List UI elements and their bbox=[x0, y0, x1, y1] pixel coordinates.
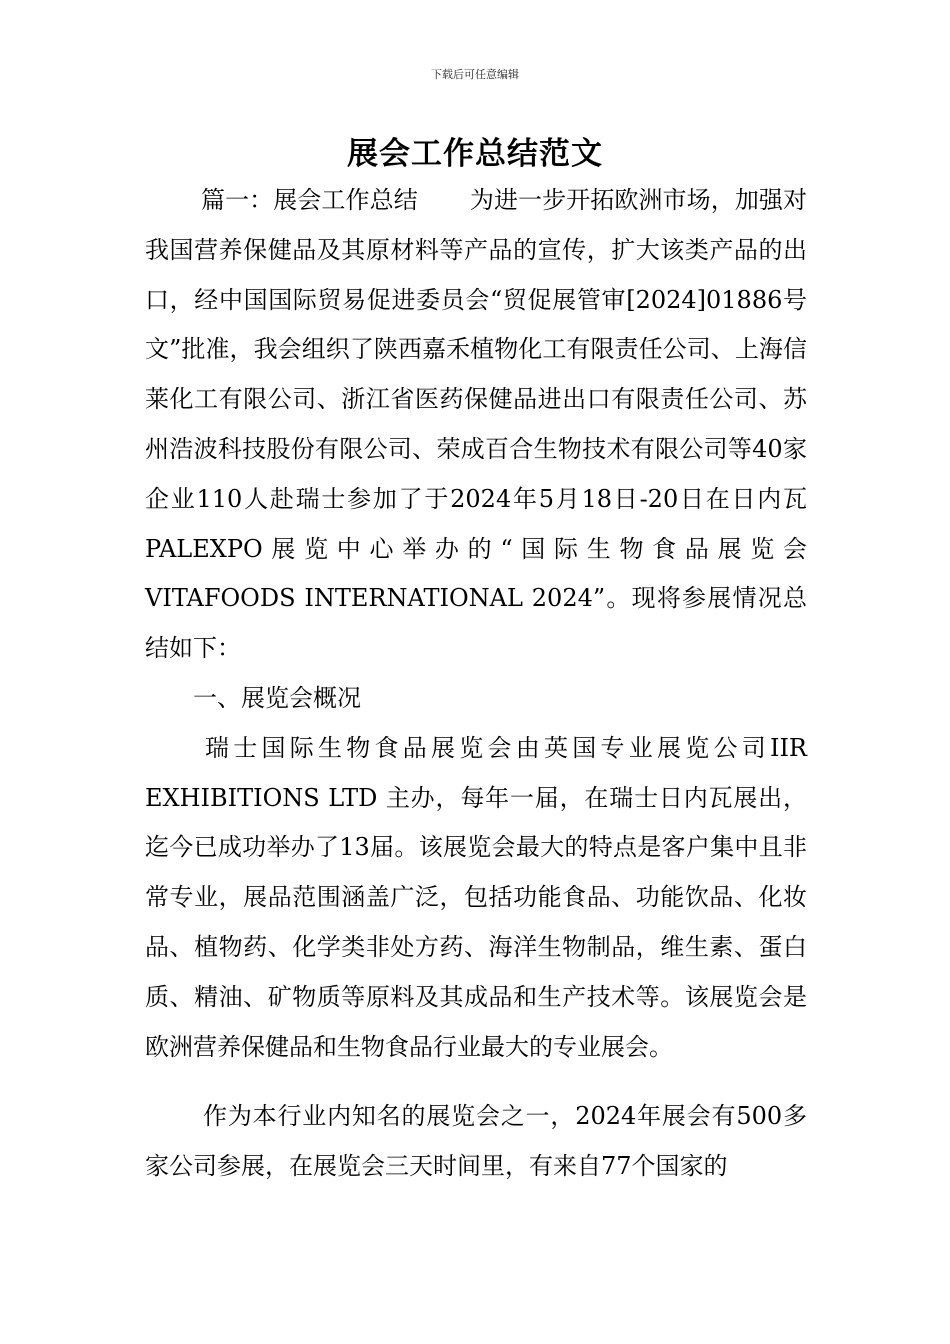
section-label: 篇一：展会工作总结 bbox=[201, 186, 418, 214]
paragraph-overview: 瑞士国际生物食品展览会由英国专业展览公司IIR EXHIBITIONS LTD 主办，每年一届，在瑞士日内瓦展出，迄今已成功举办了13届。该展览会最大的特点是客户集中且非常专业，展品范围涵盖广泛，包括功能食品、功能饮品、化妆品、植物药、化学类非处方药、海洋生物制品，维生素、蛋白质、精油、矿物质等原料及其成品和生产技术等。该展览会是欧洲营养保健品和生物食品行业最大的专业展会。 bbox=[145, 733, 807, 1061]
section-heading: 一、展览会概况 bbox=[193, 683, 361, 712]
paragraph-intro bbox=[145, 176, 807, 674]
header-note: 下载后可任意编辑 bbox=[431, 68, 519, 81]
paragraph-scale: 作为本行业内知名的展览会之一，2024年展会有500多家公司参展，在展览会三天时间里，有来自77个国家的 bbox=[145, 1102, 807, 1181]
document-body bbox=[145, 176, 807, 1192]
document-title: 展会工作总结范文 bbox=[347, 136, 603, 172]
paragraph-intro-text: 为进一步开拓欧洲市场，加强对我国营养保健品及其原材料等产品的宣传，扩大该类产品的出口，经中国国际贸易促进委员会“贸促展管审[2024]01886号文”批准，我会组织了陕西嘉禾植物化工有限责任公司、上海信莱化工有限公司、浙江省医药保健品进出口有限责任公司、苏州浩波科技股份有限公司、荣成百合生物技术有限公司等40家企业110人赴瑞士参加了于2024年5月18日-20日在日内瓦PALEXPO展览中心举办的“国际生物食品展览会 VITAFOODS INTERNATIONAL 2024”。现将参展情况总结如下： bbox=[145, 186, 808, 663]
